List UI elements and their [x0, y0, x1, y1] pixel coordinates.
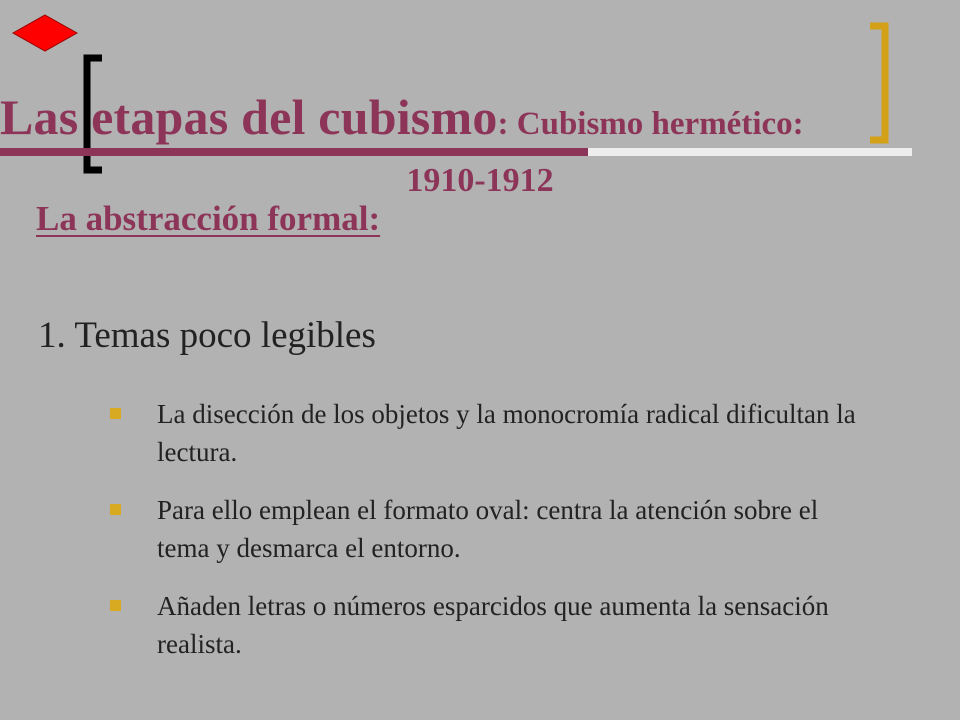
- square-bullet-icon: [110, 504, 121, 515]
- square-bullet-icon: [110, 408, 121, 419]
- title-underline-bar: [0, 148, 912, 156]
- title-years: 1910-1912: [406, 162, 554, 199]
- bullet-item: [110, 491, 870, 567]
- bullet-item: [110, 587, 870, 663]
- bullet-text: Añaden letras o números esparcidos que aumenta la sensación realista.: [157, 591, 829, 659]
- title-sub: : Cubismo hermético:: [497, 106, 804, 142]
- red-diamond-icon: [12, 14, 78, 52]
- section-heading: La abstracción formal:: [36, 199, 381, 238]
- title-main: Las etapas del cubismo: [0, 89, 498, 145]
- bullet-text: Para ello emplean el formato oval: centra la atención sobre el tema y desmarca el entorno.: [157, 495, 819, 563]
- square-bullet-icon: [110, 600, 121, 611]
- bullet-item: [110, 395, 870, 471]
- bullet-list: [110, 395, 870, 683]
- slide-title: [0, 89, 960, 145]
- subheading: 1. Temas poco legibles: [38, 315, 376, 356]
- bullet-text: La disección de los objetos y la monocromía radical dificultan la lectura.: [157, 399, 856, 467]
